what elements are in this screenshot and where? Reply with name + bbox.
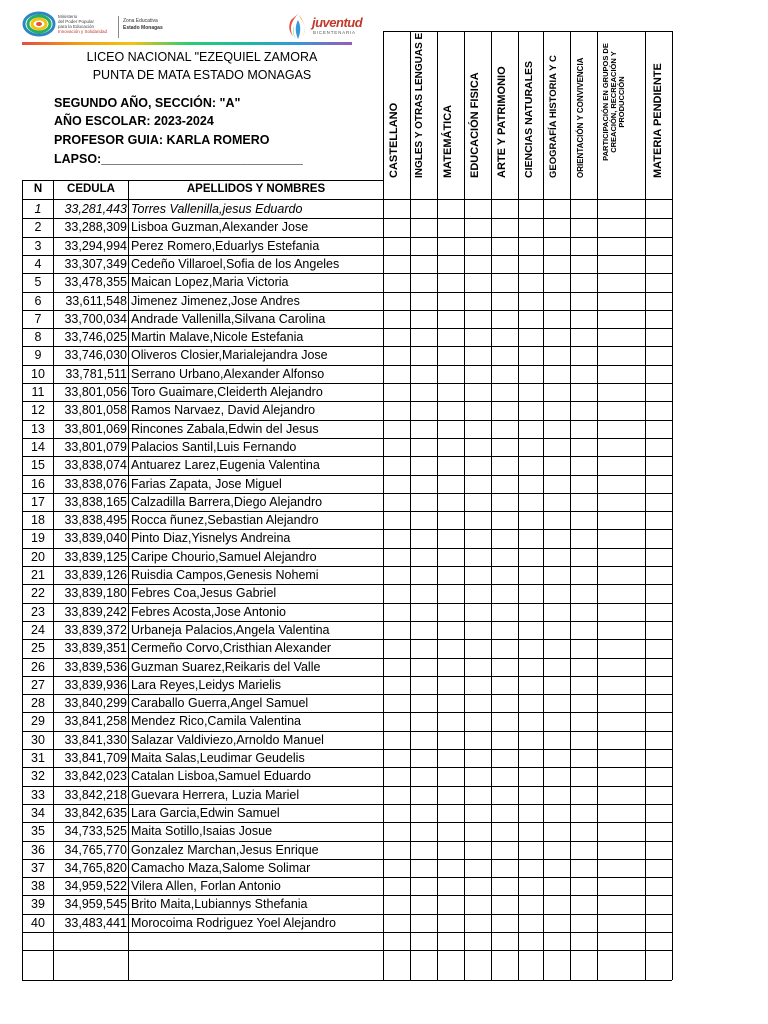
row-cedula: 33,483,441 <box>64 916 127 930</box>
ministry-line: Innovación y Solidaridad <box>58 29 108 34</box>
row-student-name: Morocoima Rodriguez Yoel Alejandro <box>131 916 336 930</box>
row-student-name: Mendez Rico,Camila Valentina <box>131 714 301 728</box>
table-row-line <box>22 932 672 933</box>
subject-col-divider <box>570 31 571 980</box>
row-cedula: 33,842,023 <box>64 769 127 783</box>
row-student-name: Palacios Santil,Luis Fernando <box>131 440 297 454</box>
row-cedula: 34,765,820 <box>64 861 127 875</box>
row-student-name: Febres Acosta,Jose Antonio <box>131 605 286 619</box>
row-cedula: 33,801,069 <box>64 422 127 436</box>
row-number: 22 <box>31 586 45 600</box>
row-student-name: Lara Reyes,Leidys Marielis <box>131 678 282 692</box>
row-cedula: 33,307,349 <box>64 257 127 271</box>
school-place: PUNTA DE MATA ESTADO MONAGAS <box>92 68 312 82</box>
row-number: 3 <box>34 239 42 253</box>
subject-participacion: PARTICIPACIÓN EN GRUPOS DE CREACIÓN, RECREACIÓN Y PRODUCCIÓN <box>601 43 626 161</box>
row-cedula: 33,801,056 <box>64 385 127 399</box>
row-number: 28 <box>31 696 45 710</box>
row-student-name: Andrade Vallenilla,Silvana Carolina <box>131 312 326 326</box>
row-student-name: Camacho Maza,Salome Solimar <box>131 861 311 875</box>
row-number: 18 <box>31 513 45 527</box>
row-student-name: Jimenez Jimenez,Jose Andres <box>131 294 300 308</box>
subject-col-divider <box>464 31 465 980</box>
row-number: 24 <box>31 623 45 637</box>
row-number: 35 <box>31 824 45 838</box>
row-cedula: 33,838,495 <box>64 513 127 527</box>
subject-educacion-fisica: EDUCACIÓN FISICA <box>469 72 481 178</box>
row-cedula: 33,839,180 <box>64 586 127 600</box>
col-header-cedula: CEDULA <box>67 183 115 195</box>
subject-col-divider <box>645 31 646 980</box>
zone-line: Estado Monagas <box>123 25 163 31</box>
row-number: 6 <box>34 294 42 308</box>
row-number: 37 <box>31 861 45 875</box>
row-student-name: Martin Malave,Nicole Estefania <box>131 330 304 344</box>
row-number: 36 <box>31 843 45 857</box>
row-student-name: Toro Guaimare,Cleiderth Alejandro <box>131 385 323 399</box>
row-number: 1 <box>34 202 42 216</box>
row-cedula: 33,781,511 <box>65 367 127 381</box>
row-cedula: 33,839,242 <box>64 605 127 619</box>
row-student-name: Calzadilla Barrera,Diego Alejandro <box>131 495 323 509</box>
row-student-name: Farias Zapata, Jose Miguel <box>131 477 282 491</box>
subject-col-divider <box>410 31 411 980</box>
row-number: 7 <box>34 312 42 326</box>
row-student-name: Gonzalez Marchan,Jesus Enrique <box>131 843 319 857</box>
subject-castellano: CASTELLANO <box>388 102 400 178</box>
subject-matematica: MATEMÁTICA <box>442 104 454 178</box>
ministry-emblem-icon <box>22 10 58 40</box>
row-number: 2 <box>34 220 42 234</box>
row-student-name: Brito Maita,Lubiannys Sthefania <box>131 897 308 911</box>
row-number: 14 <box>31 440 45 454</box>
row-cedula: 33,840,299 <box>64 696 127 710</box>
row-number: 38 <box>31 879 45 893</box>
row-cedula: 33,838,074 <box>64 458 127 472</box>
school-year: AÑO ESCOLAR: 2023-2024 <box>54 114 214 128</box>
row-student-name: Maican Lopez,Maria Victoria <box>131 275 289 289</box>
row-cedula: 33,838,076 <box>64 477 127 491</box>
logo-separator <box>118 16 119 38</box>
row-number: 5 <box>34 275 42 289</box>
subject-col-divider <box>543 31 544 980</box>
zone-text <box>123 18 163 32</box>
row-student-name: Lara Garcia,Edwin Samuel <box>131 806 280 820</box>
lapso-field: LAPSO:_____________________________ <box>54 152 303 166</box>
ministry-line: para la Educación <box>58 24 95 29</box>
row-student-name: Rincones Zabala,Edwin del Jesus <box>131 422 319 436</box>
row-student-name: Vilera Allen, Forlan Antonio <box>131 879 281 893</box>
ministry-line: del Poder Popular <box>58 19 95 24</box>
row-cedula: 33,842,635 <box>64 806 127 820</box>
bicentenaria-wordmark: BICENTENARIA <box>313 30 356 35</box>
row-cedula: 33,839,126 <box>64 568 127 582</box>
row-number: 11 <box>31 385 45 399</box>
row-cedula: 34,765,770 <box>64 843 127 857</box>
row-cedula: 33,746,030 <box>64 348 127 362</box>
row-cedula: 33,611,548 <box>65 294 127 308</box>
row-student-name: Caripe Chourio,Samuel Alejandro <box>131 550 317 564</box>
row-number: 13 <box>31 422 45 436</box>
row-cedula: 33,281,443 <box>64 202 127 216</box>
row-cedula: 33,839,936 <box>64 678 127 692</box>
row-student-name: Maita Sotillo,Isaias Josue <box>131 824 273 838</box>
subject-col-divider <box>518 31 519 980</box>
subject-materia-pendiente: MATERIA PENDIENTE <box>652 63 664 178</box>
table-header-top-line <box>22 180 383 181</box>
col-header-n: N <box>33 183 43 195</box>
row-cedula: 33,801,079 <box>64 440 127 454</box>
row-number: 27 <box>31 678 45 692</box>
row-student-name: Urbaneja Palacios,Angela Valentina <box>131 623 330 637</box>
row-cedula: 33,841,330 <box>64 733 127 747</box>
row-student-name: Cedeño Villaroel,Sofia de los Angeles <box>131 257 340 271</box>
subject-ciencias-naturales: CIENCIAS NATURALES <box>523 60 535 178</box>
row-cedula: 33,842,218 <box>64 788 127 802</box>
row-number: 21 <box>31 568 45 582</box>
row-cedula: 33,841,709 <box>64 751 127 765</box>
school-name: LICEO NACIONAL "EZEQUIEL ZAMORA <box>86 50 318 64</box>
row-number: 25 <box>31 641 45 655</box>
ministry-text <box>58 14 118 34</box>
row-number: 39 <box>31 897 45 911</box>
row-number: 23 <box>31 605 45 619</box>
row-number: 30 <box>31 733 45 747</box>
row-number: 40 <box>31 916 45 930</box>
header-color-rule <box>22 42 352 45</box>
row-student-name: Pinto Diaz,Yisnelys Andreina <box>131 531 291 545</box>
row-number: 31 <box>31 751 45 765</box>
subject-orientacion: ORIENTACIÓN Y CONVIVENCIA <box>576 57 585 178</box>
row-number: 33 <box>31 788 45 802</box>
row-cedula: 33,746,025 <box>64 330 127 344</box>
subject-header-top-line <box>383 31 672 32</box>
row-number: 19 <box>31 531 45 545</box>
row-number: 29 <box>31 714 45 728</box>
subject-arte-patrimonio: ARTE Y PATRIMONIO <box>496 66 508 178</box>
row-cedula: 33,478,355 <box>64 275 127 289</box>
row-cedula: 33,288,309 <box>64 220 127 234</box>
table-row-line <box>22 950 672 951</box>
flame-icon <box>285 12 311 42</box>
row-cedula: 33,839,536 <box>64 660 127 674</box>
table-row-line <box>22 980 672 981</box>
row-cedula: 33,700,034 <box>64 312 127 326</box>
guide-teacher: PROFESOR GUIA: KARLA ROMERO <box>54 133 270 147</box>
subject-col-divider <box>597 31 598 980</box>
row-number: 16 <box>31 477 45 491</box>
row-cedula: 33,839,040 <box>64 531 127 545</box>
row-number: 17 <box>31 495 45 509</box>
subject-col-divider <box>383 31 384 980</box>
row-student-name: Rocca ñunez,Sebastian Alejandro <box>131 513 319 527</box>
row-cedula: 33,839,351 <box>64 641 127 655</box>
row-cedula: 33,294,994 <box>64 239 127 253</box>
row-cedula: 33,801,058 <box>64 403 127 417</box>
row-student-name: Febres Coa,Jesus Gabriel <box>131 586 277 600</box>
col-divider-cedula <box>128 180 129 980</box>
row-cedula: 34,733,525 <box>64 824 127 838</box>
row-student-name: Maita Salas,Leudimar Geudelis <box>131 751 305 765</box>
row-student-name: Catalan Lisboa,Samuel Eduardo <box>131 769 311 783</box>
row-number: 20 <box>31 550 45 564</box>
row-cedula: 33,839,372 <box>64 623 127 637</box>
row-cedula: 34,959,545 <box>64 897 127 911</box>
subject-geografia: GEOGRAFÍA HISTORIA Y C <box>548 55 559 178</box>
row-number: 15 <box>31 458 45 472</box>
row-student-name: Torres Vallenilla,jesus Eduardo <box>131 202 303 216</box>
subject-col-divider <box>437 31 438 980</box>
row-number: 26 <box>31 660 45 674</box>
row-student-name: Oliveros Closier,Marialejandra Jose <box>131 348 328 362</box>
row-number: 32 <box>31 769 45 783</box>
row-cedula: 34,959,522 <box>64 879 127 893</box>
row-student-name: Perez Romero,Eduarlys Estefania <box>131 239 320 253</box>
subject-col-divider <box>491 31 492 980</box>
row-number: 10 <box>31 367 45 381</box>
row-student-name: Guzman Suarez,Reikaris del Valle <box>131 660 321 674</box>
row-number: 34 <box>31 806 45 820</box>
row-student-name: Serrano Urbano,Alexander Alfonso <box>131 367 325 381</box>
zone-line: Zona Educativa <box>123 18 158 24</box>
row-number: 9 <box>34 348 42 362</box>
juventud-wordmark: juventud <box>312 15 363 30</box>
row-student-name: Lisboa Guzman,Alexander Jose <box>131 220 309 234</box>
row-student-name: Guevara Herrera, Luzia Mariel <box>131 788 300 802</box>
row-student-name: Salazar Valdiviezo,Arnoldo Manuel <box>131 733 324 747</box>
row-cedula: 33,839,125 <box>64 550 127 564</box>
subject-ingles: INGLES Y OTRAS LENGUAS E <box>414 32 425 178</box>
row-student-name: Ramos Narvaez, David Alejandro <box>131 403 316 417</box>
row-cedula: 33,838,165 <box>64 495 127 509</box>
row-number: 4 <box>34 257 42 271</box>
subject-col-divider <box>672 31 673 980</box>
row-number: 8 <box>34 330 42 344</box>
grade-section: SEGUNDO AÑO, SECCIÓN: "A" <box>54 96 241 110</box>
ministry-line: Ministerio <box>58 14 78 19</box>
row-number: 12 <box>31 403 45 417</box>
row-student-name: Antuarez Larez,Eugenia Valentina <box>131 458 320 472</box>
col-header-names: APELLIDOS Y NOMBRES <box>186 183 326 195</box>
row-student-name: Cermeño Corvo,Cristhian Alexander <box>131 641 332 655</box>
row-cedula: 33,841,258 <box>64 714 127 728</box>
row-student-name: Caraballo Guerra,Angel Samuel <box>131 696 309 710</box>
row-student-name: Ruisdia Campos,Genesis Nohemi <box>131 568 319 582</box>
